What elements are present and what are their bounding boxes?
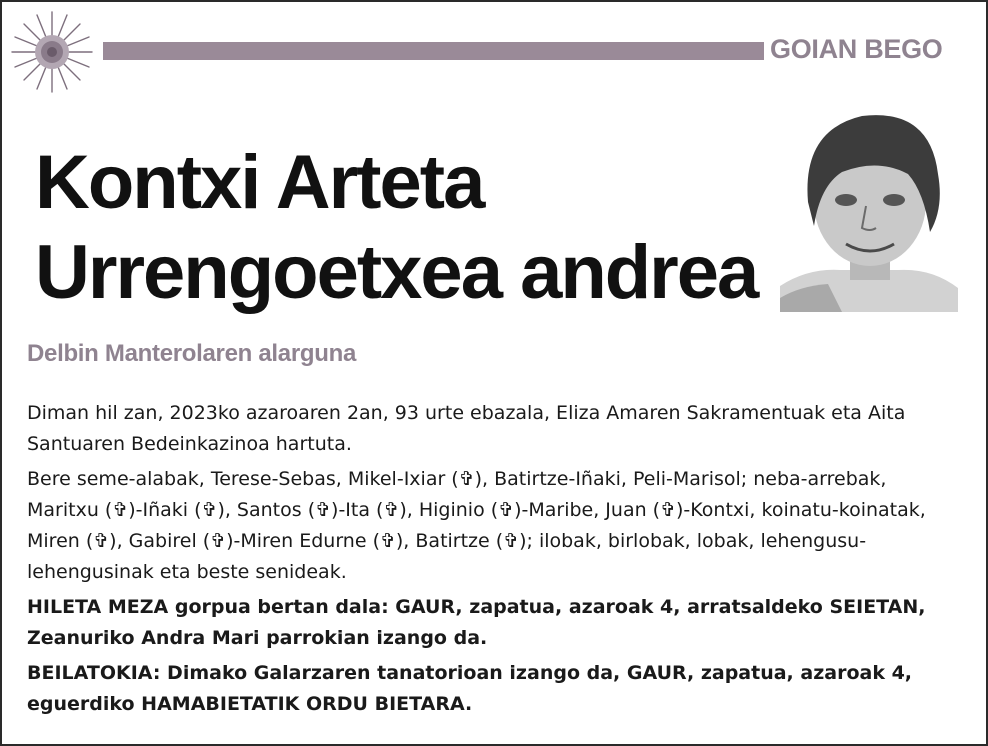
family-paragraph: Bere seme-alabak, Terese-Sebas, Mikel-Ixiar (✞), Batirtze-Iñaki, Peli-Marisol; neba-arrebak, Maritxu (✞)-Iñaki (✞), Santos (✞)-Ita (✞), Higinio (✞)-Maribe, Juan (✞)-Kontxi, koinatu-koinatak, Miren (✞), Gabirel (✞)-Miren Edurne (✞), Batirtze (✞); ilobak, birlobak, lobak, lehengusu-lehengusinak eta beste senideak. — [27, 468, 926, 583]
name-line-2: Urrengoetxea andrea — [35, 230, 758, 315]
notice-body — [27, 398, 962, 724]
funeral-mass-paragraph: HILETA MEZA gorpua bertan dala: GAUR, zapatua, azaroak 4, arratsaldeko SEIETAN, Zeanuriko Andra Mari parrokian izango da. — [27, 596, 926, 649]
portrait-photo — [780, 100, 958, 312]
death-paragraph: Diman hil zan, 2023ko azaroaren 2an, 93 urte ebazala, Eliza Amaren Sakramentuak eta Aita Santuaren Bedeinkazinoa hartuta. — [27, 402, 906, 455]
wake-paragraph: BEILATOKIA: Dimako Galarzaren tanatorioan izango da, GAUR, zapatua, azaroak 4, eguerdiko HAMABIETATIK ORDU BIETARA. — [27, 662, 913, 715]
name-line-1: Kontxi Arteta — [35, 140, 484, 225]
subtitle: Delbin Manterolaren alarguna — [27, 340, 357, 367]
thistle-flower-icon — [8, 8, 96, 96]
deceased-name — [35, 138, 775, 318]
header-label: GOIAN BEGO — [770, 34, 943, 64]
header-bar — [103, 42, 764, 60]
